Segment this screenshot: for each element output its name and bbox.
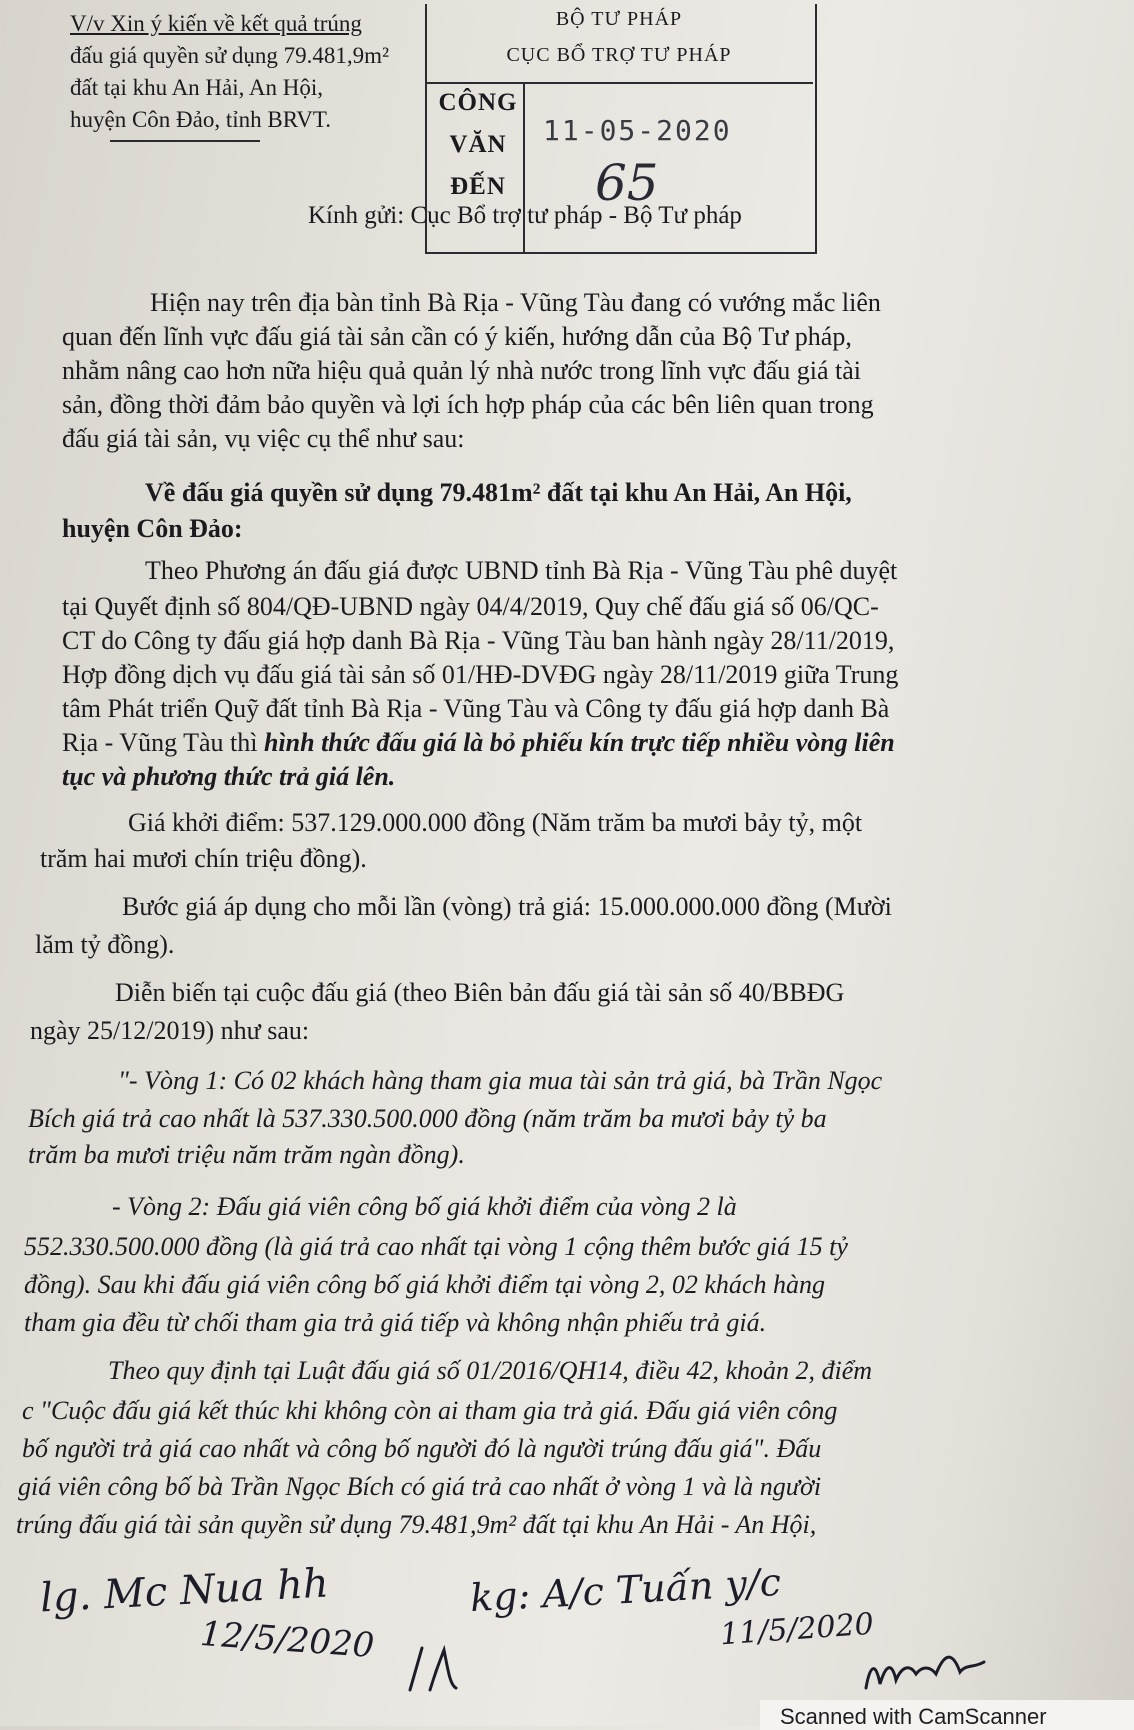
subject-line-2: đấu giá quyền sử dụng 79.481,9m² — [70, 43, 389, 68]
p4-line-2: lăm tỷ đồng). — [35, 930, 175, 959]
p2-line-3: CT do Công ty đấu giá hợp danh Bà Rịa - Vũng Tàu ban hành ngày 28/11/2019, — [62, 626, 895, 655]
heading-line-1: Về đấu giá quyền sử dụng 79.481m² đất tại khu An Hải, An Hội, — [145, 478, 852, 507]
stamp-label-2: VĂN — [449, 131, 507, 158]
p8-line-4: giá viên công bố bà Trần Ngọc Bích có giá trả cao nhất ở vòng 1 và là người — [18, 1472, 822, 1501]
handwritten-note-right: kg: A/c Tuấn y/c — [469, 1559, 783, 1621]
p3-line-2: trăm hai mươi chín triệu đồng). — [40, 844, 367, 873]
subject-line-3: đất tại khu An Hải, An Hội, — [70, 75, 323, 100]
p1-line-2: quan đến lĩnh vực đấu giá tài sản cần có ý kiến, hướng dẫn của Bộ Tư pháp, — [62, 322, 852, 351]
p2-line-7: tục và phương thức trả giá lên. — [62, 762, 396, 791]
p6-line-1: "- Vòng 1: Có 02 khách hàng tham gia mua tài sản trả giá, bà Trần Ngọc — [118, 1066, 883, 1095]
p8-line-3: bố người trả giá cao nhất và công bố người đó là người trúng đấu giá". Đấu — [22, 1434, 822, 1463]
p1-line-1: Hiện nay trên địa bàn tỉnh Bà Rịa - Vũng Tàu đang có vướng mắc liên — [150, 288, 881, 317]
p2-line-6 — [62, 728, 895, 758]
p7-line-1: - Vòng 2: Đấu giá viên công bố giá khởi điểm của vòng 2 là — [112, 1192, 737, 1221]
p1-line-5: đấu giá tài sản, vụ việc cụ thể như sau: — [62, 424, 465, 453]
p8-line-2: c "Cuộc đấu giá kết thúc khi không còn ai tham gia trả giá. Đấu giá viên công — [22, 1396, 838, 1425]
p7-line-3: đồng). Sau khi đấu giá viên công bố giá khởi điểm tại vòng 2, 02 khách hàng — [24, 1270, 825, 1299]
p1-line-4: sản, đồng thời đảm bảo quyền và lợi ích hợp pháp của các bên liên quan trong — [62, 390, 874, 419]
handwritten-date-left: 12/5/2020 — [198, 1613, 376, 1667]
p2-line-2: tại Quyết định số 804/QĐ-UBND ngày 04/4/2019, Quy chế đấu giá số 06/QC- — [62, 592, 879, 621]
p5-line-1: Diễn biến tại cuộc đấu giá (theo Biên bản đấu giá tài sản số 40/BBĐG — [115, 978, 845, 1007]
stamp-label-1: CÔNG — [438, 89, 518, 116]
signature-mark — [860, 1644, 1000, 1694]
p5-line-2: ngày 25/12/2019) như sau: — [30, 1016, 310, 1045]
stamp-org-ministry: BỘ TƯ PHÁP — [555, 8, 683, 30]
stamp-org-department: CỤC BỔ TRỢ TƯ PHÁP — [506, 44, 732, 66]
initials-mark — [400, 1640, 460, 1700]
subject-underline — [110, 140, 260, 142]
p8-line-5: trúng đấu giá tài sản quyền sử dụng 79.481,9m² đất tại khu An Hải - An Hội, — [16, 1510, 817, 1539]
heading-line-2: huyện Côn Đảo: — [62, 514, 243, 543]
stamp-label-3: ĐẾN — [450, 173, 506, 200]
stamp-date: 11-05-2020 — [543, 114, 732, 147]
p7-line-4: tham gia đều từ chối tham gia trả giá tiếp và không nhận phiếu trả giá. — [24, 1308, 767, 1337]
stamp-number: 65 — [595, 154, 659, 212]
subject-line-4: huyện Côn Đảo, tỉnh BRVT. — [70, 107, 331, 132]
stamp-label — [435, 82, 521, 208]
p1-line-3: nhằm nâng cao hơn nữa hiệu quả quản lý nhà nước trong lĩnh vực đấu giá tài — [62, 356, 862, 385]
p2-line-4: Hợp đồng dịch vụ đấu giá tài sản số 01/HĐ-DVĐG ngày 28/11/2019 giữa Trung — [62, 660, 899, 689]
scanner-watermark: Scanned with CamScanner — [780, 1704, 1047, 1729]
p3-line-1: Giá khởi điểm: 537.129.000.000 đồng (Năm trăm ba mươi bảy tỷ, một — [128, 808, 863, 837]
p7-line-2: 552.330.500.000 đồng (là giá trả cao nhất tại vòng 1 cộng thêm bước giá 15 tỷ — [24, 1232, 848, 1261]
recipient-line: Kính gửi: Cục Bổ trợ tư pháp - Bộ Tư pháp — [308, 202, 742, 229]
p2-line-1: Theo Phương án đấu giá được UBND tỉnh Bà Rịa - Vũng Tàu phê duyệt — [145, 556, 898, 585]
handwritten-note-left: lg. Mc Nua hh — [38, 1560, 330, 1622]
handwritten-date-right: 11/5/2020 — [718, 1606, 875, 1653]
p2-line-6-normal: Rịa - Vũng Tàu thì — [62, 728, 264, 757]
p4-line-1: Bước giá áp dụng cho mỗi lần (vòng) trả giá: 15.000.000.000 đồng (Mười — [122, 892, 892, 921]
p2-line-6-italic: hình thức đấu giá là bỏ phiếu kín trực tiếp nhiều vòng liên — [263, 728, 895, 757]
p6-line-3: trăm ba mươi triệu năm trăm ngàn đồng). — [28, 1140, 465, 1169]
p8-line-1: Theo quy định tại Luật đấu giá số 01/2016/QH14, điều 42, khoản 2, điểm — [108, 1356, 873, 1385]
subject-block — [70, 8, 430, 136]
subject-line-1: V/v Xin ý kiến về kết quả trúng — [70, 11, 362, 36]
p2-line-5: tâm Phát triển Quỹ đất tỉnh Bà Rịa - Vũng Tàu và Công ty đấu giá hợp danh Bà — [62, 694, 890, 723]
p6-line-2: Bích giá trả cao nhất là 537.330.500.000 đồng (năm trăm ba mươi bảy tỷ ba — [28, 1104, 827, 1133]
